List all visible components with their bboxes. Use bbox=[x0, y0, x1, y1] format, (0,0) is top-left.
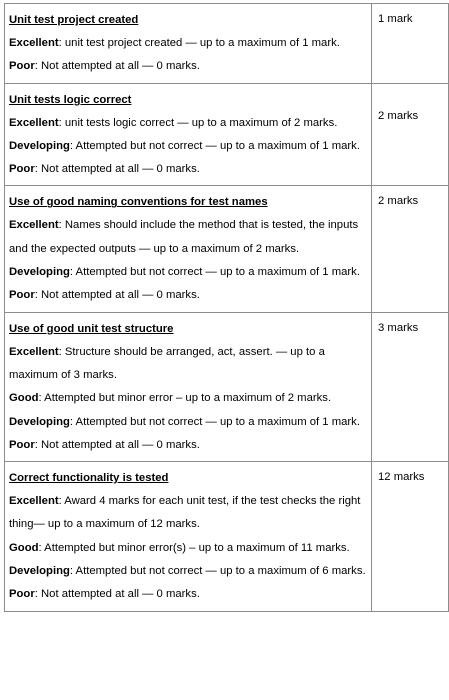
level-text: : Not attempted at all — 0 marks. bbox=[34, 60, 200, 73]
marks-value: 2 marks bbox=[378, 195, 419, 208]
rubric-row bbox=[5, 186, 449, 312]
criteria-cell bbox=[5, 312, 372, 461]
criterion-title: Unit test project created bbox=[9, 14, 139, 26]
level-label: Developing bbox=[9, 139, 70, 152]
marks-value: 3 marks bbox=[378, 321, 419, 334]
level-label: Poor bbox=[9, 438, 35, 451]
marks-cell bbox=[372, 462, 449, 611]
level-text: : Attempted but minor error – up to a maximum of 2 marks. bbox=[38, 392, 332, 405]
level-descriptor bbox=[9, 411, 367, 434]
rubric-row bbox=[5, 462, 449, 611]
level-label: Excellent bbox=[9, 219, 59, 232]
level-label: Good bbox=[9, 392, 39, 405]
criteria-cell bbox=[5, 186, 372, 312]
criterion-title: Unit tests logic correct bbox=[9, 93, 132, 106]
marks-value: 12 marks bbox=[378, 471, 425, 484]
level-descriptor bbox=[9, 32, 367, 55]
marks-value: 2 marks bbox=[378, 109, 419, 122]
level-descriptor bbox=[9, 112, 367, 135]
rubric-row bbox=[5, 312, 449, 461]
level-label: Good bbox=[9, 541, 39, 554]
level-descriptor bbox=[9, 537, 367, 560]
level-label: Excellent bbox=[9, 116, 59, 129]
level-text: : Not attempted at all — 0 marks. bbox=[34, 438, 200, 451]
rubric-row bbox=[5, 4, 449, 84]
level-label: Excellent bbox=[9, 37, 59, 49]
level-label: Developing bbox=[9, 565, 70, 578]
level-label: Excellent bbox=[9, 495, 59, 508]
level-text: : Not attempted at all — 0 marks. bbox=[34, 163, 200, 176]
marks-value: 1 mark bbox=[378, 13, 413, 25]
level-label: Developing bbox=[9, 266, 70, 279]
level-descriptor bbox=[9, 387, 367, 410]
level-label: Developing bbox=[9, 415, 70, 428]
level-descriptor bbox=[9, 560, 367, 583]
criterion-title: Use of good unit test structure bbox=[9, 322, 174, 335]
level-text: : Structure should be arranged, act, assert. — up to a maximum of 3 marks. bbox=[9, 345, 325, 381]
level-descriptor bbox=[9, 261, 367, 284]
criteria-cell bbox=[5, 4, 372, 84]
criteria-cell bbox=[5, 462, 372, 611]
level-label: Poor bbox=[9, 163, 35, 176]
level-text: : Names should include the method that is tested, the inputs and the expected outputs — up to a maximum of 2 marks. bbox=[9, 219, 359, 255]
level-text: : Attempted but not correct — up to a maximum of 6 marks. bbox=[69, 565, 366, 578]
level-descriptor bbox=[9, 341, 367, 388]
rubric-row bbox=[5, 83, 449, 186]
level-text: : Not attempted at all — 0 marks. bbox=[34, 588, 200, 601]
level-descriptor bbox=[9, 158, 367, 181]
level-descriptor bbox=[9, 284, 367, 307]
level-text: : Not attempted at all — 0 marks. bbox=[34, 289, 200, 302]
level-label: Poor bbox=[9, 289, 35, 302]
level-label: Poor bbox=[9, 60, 35, 73]
level-text: : Attempted but not correct — up to a maximum of 1 mark. bbox=[69, 266, 360, 279]
marking-rubric-table bbox=[4, 3, 449, 612]
criteria-cell bbox=[5, 83, 372, 186]
level-descriptor bbox=[9, 583, 367, 606]
level-descriptor bbox=[9, 434, 367, 457]
level-label: Poor bbox=[9, 588, 35, 601]
marks-cell bbox=[372, 83, 449, 186]
level-descriptor bbox=[9, 55, 367, 78]
level-text: : unit tests logic correct — up to a maximum of 2 marks. bbox=[58, 116, 338, 129]
level-descriptor bbox=[9, 214, 367, 261]
level-text: : Attempted but minor error(s) – up to a maximum of 11 marks. bbox=[38, 541, 350, 554]
level-text: : Award 4 marks for each unit test, if the test checks the right thing— up to a maximum of 12 marks. bbox=[9, 495, 361, 531]
level-label: Excellent bbox=[9, 345, 59, 358]
level-descriptor bbox=[9, 135, 367, 158]
level-text: : Attempted but not correct — up to a maximum of 1 mark. bbox=[69, 415, 360, 428]
criterion-title: Correct functionality is tested bbox=[9, 472, 169, 485]
marks-cell bbox=[372, 4, 449, 84]
marks-cell bbox=[372, 186, 449, 312]
level-text: : unit test project created — up to a maximum of 1 mark. bbox=[58, 37, 340, 49]
level-text: : Attempted but not correct — up to a maximum of 1 mark. bbox=[69, 139, 360, 152]
criterion-title: Use of good naming conventions for test names bbox=[9, 196, 268, 209]
marks-cell bbox=[372, 312, 449, 461]
level-descriptor bbox=[9, 490, 367, 537]
